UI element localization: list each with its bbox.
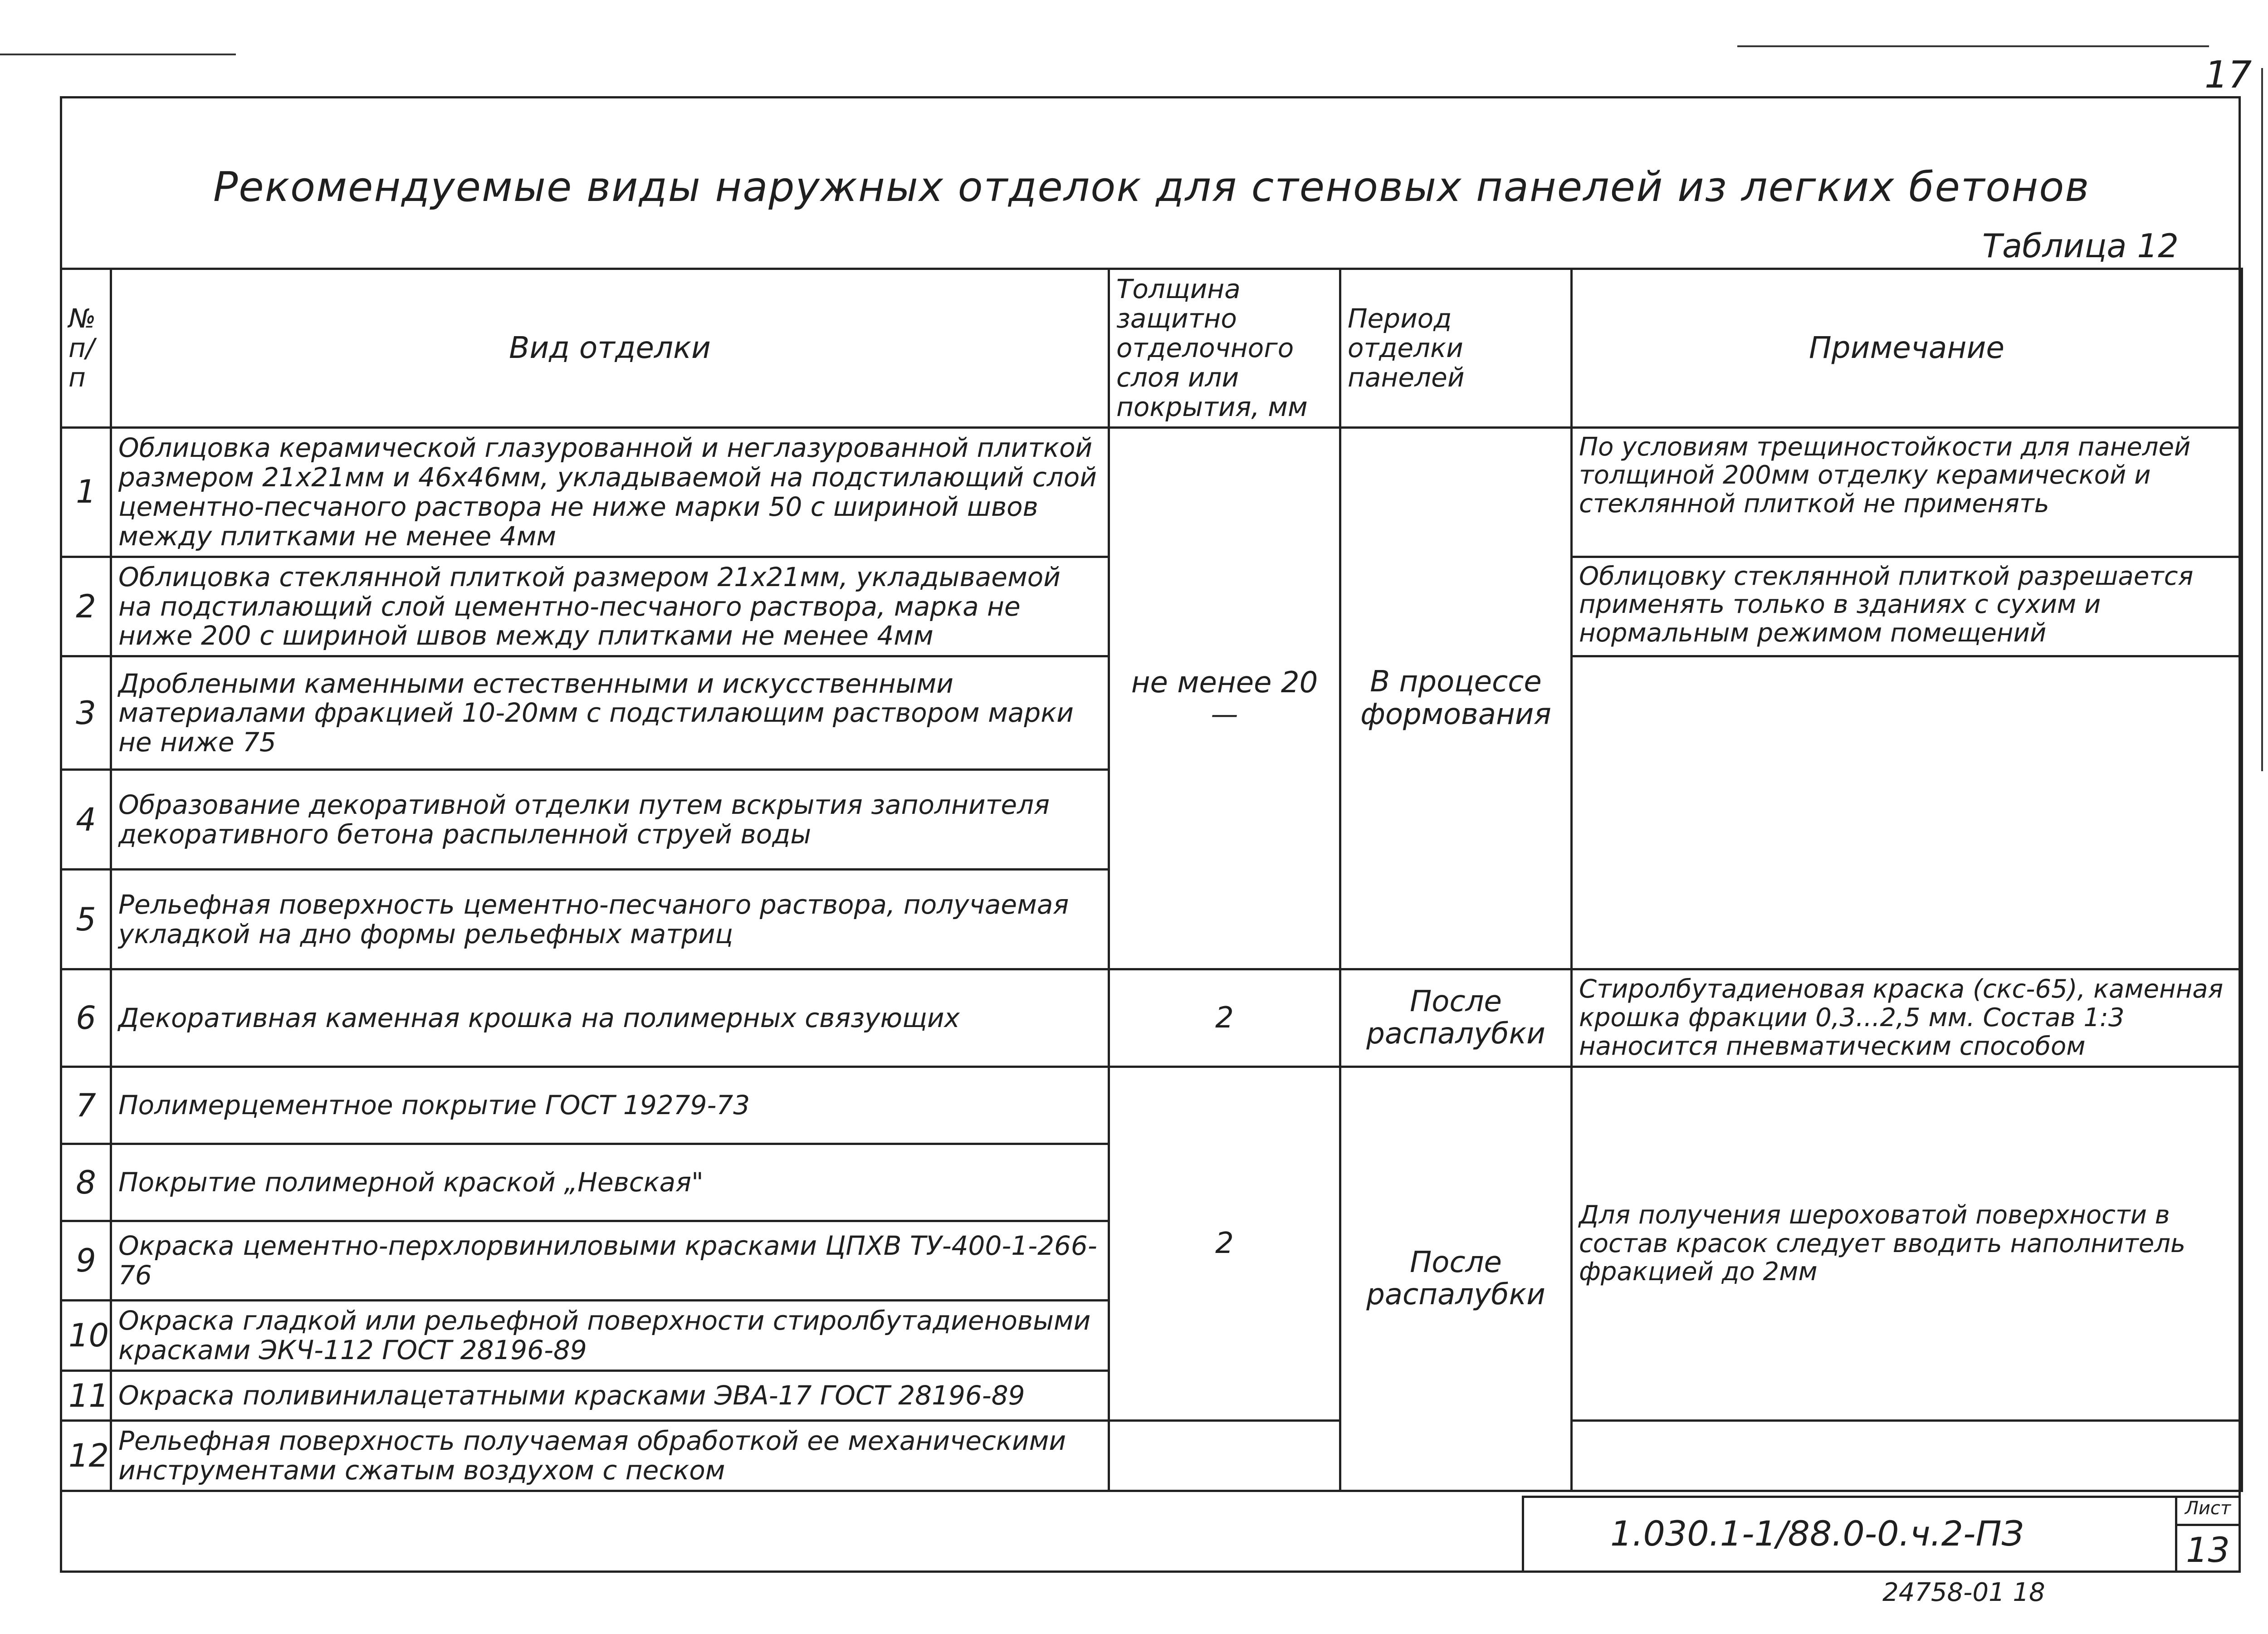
period-group-1: В процессе формования <box>1340 427 1572 969</box>
row-finish: Образование декоративной отделки путем вскрытия заполнителя декоративного бетона распыленной струей воды <box>111 770 1109 870</box>
row-finish: Окраска поливинилацетатными красками ЭВА-17 ГОСТ 28196-89 <box>111 1371 1109 1421</box>
row-num: 10 <box>61 1301 111 1371</box>
top-edge-line-left <box>0 54 236 55</box>
row-num: 8 <box>61 1144 111 1221</box>
row-finish: Облицовка стеклянной плиткой размером 21х21мм, укладываемой на подстилающий слой цементно-песчаного раствора, марка не ниже 200 с шириной швов между плитками не менее 4мм <box>111 557 1109 656</box>
table-label: Таблица 12 <box>1982 227 2179 265</box>
header-period: Период отделки панелей <box>1340 269 1572 428</box>
table-header-row <box>61 269 2242 428</box>
row-num: 6 <box>61 969 111 1067</box>
thickness-group-1 <box>1109 427 1340 969</box>
thickness-empty <box>1109 1421 1340 1491</box>
row-finish: Окраска цементно-перхлорвиниловыми красками ЦПХВ ТУ-400-1-266-76 <box>111 1221 1109 1301</box>
note-empty <box>1572 656 2242 969</box>
sheet-label: Лист <box>2177 1498 2239 1526</box>
row-num: 3 <box>61 656 111 770</box>
thickness-group-3: 2 <box>1109 1067 1340 1421</box>
right-edge-line <box>2261 68 2263 771</box>
page-title: Рекомендуемые виды наружных отделок для стеновых панелей из легких бетонов <box>213 163 2090 211</box>
document-code: 1.030.1-1/88.0-0.ч.2-ПЗ <box>1610 1513 2024 1554</box>
row-num: 2 <box>61 557 111 656</box>
row-finish: Дроблеными каменными естественными и искусственными материалами фракцией 10-20мм с подстилающим раствором марки не ниже 75 <box>111 656 1109 770</box>
row-num: 12 <box>61 1421 111 1491</box>
row-finish: Декоративная каменная крошка на полимерных связующих <box>111 969 1109 1067</box>
dash-mark: — <box>1211 698 1238 730</box>
row-num: 4 <box>61 770 111 870</box>
header-num: № п/п <box>61 269 111 428</box>
page-number: 17 <box>2204 54 2252 97</box>
note-4: Для получения шероховатой поверхности в состав красок следует вводить наполнитель фракцией до 2мм <box>1572 1067 2242 1421</box>
archive-code: 24758-01 18 <box>1882 1578 2045 1607</box>
row-num: 9 <box>61 1221 111 1301</box>
row-num: 11 <box>61 1371 111 1421</box>
row-num: 7 <box>61 1067 111 1144</box>
table-row <box>61 427 2242 557</box>
thickness-group-2: 2 <box>1109 969 1340 1067</box>
note-1: По условиям трещиностойкости для панелей толщиной 200мм отделку керамической и стеклянной плиткой не применять <box>1572 427 2242 557</box>
row-num: 1 <box>61 427 111 557</box>
top-edge-line-right <box>1737 45 2209 47</box>
sheet-number: 13 <box>2186 1530 2230 1570</box>
note-3: Стиролбутадиеновая краска (скс-65), каменная крошка фракции 0,3...2,5 мм. Состав 1:3 наносится пневматическим способом <box>1572 969 2242 1067</box>
thickness-value: не менее 20 <box>1131 666 1318 700</box>
header-application: Примечание <box>1572 269 2242 428</box>
row-finish: Рельефная поверхность цементно-песчаного раствора, получаемая укладкой на дно формы рельефных матриц <box>111 870 1109 969</box>
note-2: Облицовку стеклянной плиткой разрешается применять только в зданиях с сухим и нормальным режимом помещений <box>1572 557 2242 656</box>
row-finish: Рельефная поверхность получаемая обработкой ее механическими инструментами сжатым воздухом с песком <box>111 1421 1109 1491</box>
table-row <box>61 1067 2242 1144</box>
table-row <box>61 969 2242 1067</box>
period-group-2: После распалубки <box>1340 969 1572 1067</box>
note-empty <box>1572 1421 2242 1491</box>
finish-table <box>60 268 2243 1492</box>
header-thickness: Толщина защитно отделочного слоя или покрытия, мм <box>1109 269 1340 428</box>
period-group-3: После распалубки <box>1340 1067 1572 1491</box>
row-finish: Окраска гладкой или рельефной поверхности стиролбутадиеновыми красками ЭКЧ-112 ГОСТ 28196-89 <box>111 1301 1109 1371</box>
row-finish: Облицовка керамической глазурованной и неглазурованной плиткой размером 21х21мм и 46х46мм, укладываемой на подстилающий слой цементно-песчаного раствора не ниже марки 50 с шириной швов между плитками не менее 4мм <box>111 427 1109 557</box>
row-num: 5 <box>61 870 111 969</box>
table-row <box>61 1421 2242 1491</box>
sheet-box <box>2175 1498 2239 1570</box>
header-finish: Вид отделки <box>111 269 1109 428</box>
row-finish: Покрытие полимерной краской „Невская" <box>111 1144 1109 1221</box>
title-block-stamp <box>1522 1496 2241 1573</box>
row-finish: Полимерцементное покрытие ГОСТ 19279-73 <box>111 1067 1109 1144</box>
